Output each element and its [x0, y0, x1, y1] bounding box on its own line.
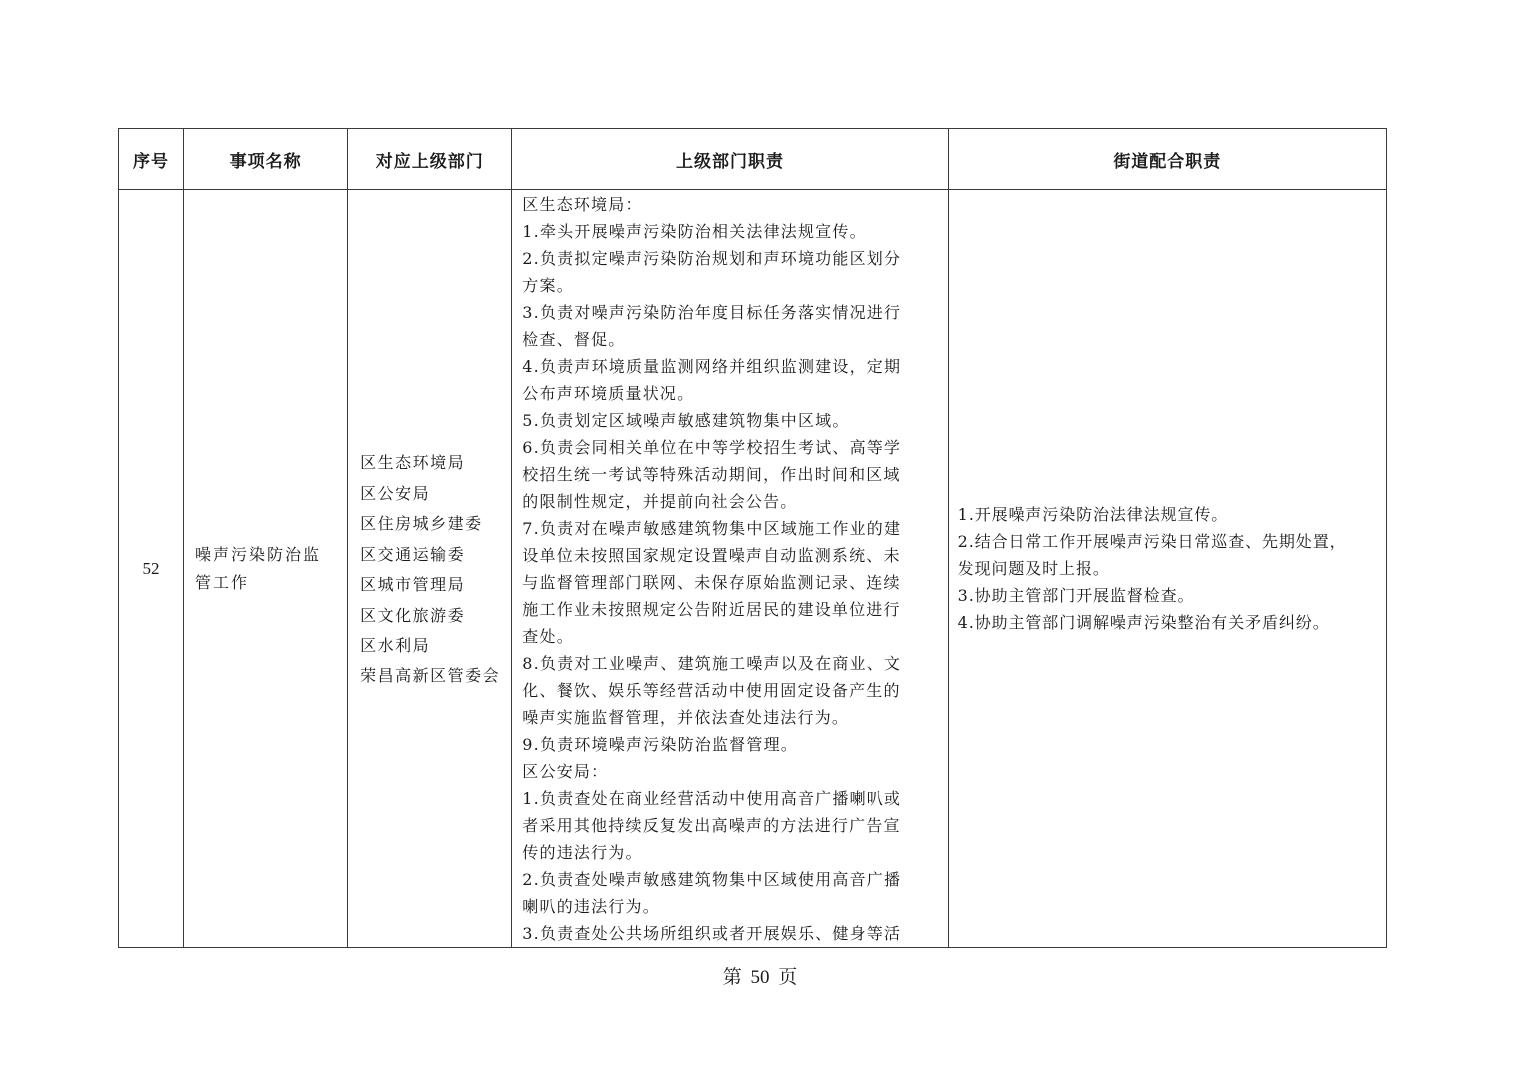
upper-duty-line: 6.负责会同相关单位在中等学校招生考试、高等学 — [522, 438, 902, 457]
upper-duty-line: 设单位未按照国家规定设置噪声自动监测系统、未 — [522, 546, 901, 565]
upper-duty-line: 7.负责对在噪声敏感建筑物集中区域施工作业的建 — [522, 519, 902, 538]
page-number: 第 50 页 — [722, 967, 798, 988]
upper-duty-line: 区生态环境局： — [522, 195, 643, 214]
upper-duty-line: 1.负责查处在商业经营活动中使用高音广播喇叭或 — [522, 789, 902, 808]
upper-duty-line: 1.牵头开展噪声污染防治相关法律法规宣传。 — [522, 222, 867, 241]
header-dept: 对应上级部门 — [348, 129, 512, 190]
upper-duty-line: 化、餐饮、娱乐等经营活动中使用固定设备产生的 — [522, 681, 901, 700]
dept-item: 区生态环境局 — [360, 453, 466, 473]
upper-duty-line: 噪声实施监督管理，并依法查处违法行为。 — [522, 708, 850, 727]
dept-item: 区住房城乡建委 — [360, 514, 483, 534]
street-duty-line: 2.结合日常工作开展噪声污染日常巡查、先期处置， — [957, 532, 1347, 551]
dept-item: 区水利局 — [360, 636, 431, 656]
upper-duty-line: 的限制性规定，并提前向社会公告。 — [522, 492, 798, 511]
upper-duty-line: 喇叭的违法行为。 — [522, 897, 660, 916]
table-row — [119, 190, 1387, 948]
upper-duty-line: 3.负责查处公共场所组织或者开展娱乐、健身等活 — [522, 924, 902, 943]
row-upper-duties — [512, 190, 948, 948]
upper-duty-line: 者采用其他持续反复发出高噪声的方法进行广告宣 — [522, 816, 901, 835]
header-seq: 序号 — [119, 129, 184, 190]
dept-item: 区公安局 — [360, 483, 431, 503]
row-departments — [348, 190, 512, 948]
upper-duty-line: 查处。 — [522, 627, 574, 646]
dept-item: 荣昌高新区管委会 — [360, 665, 501, 685]
street-duty-line: 1.开展噪声污染防治法律法规宣传。 — [957, 505, 1229, 524]
upper-duty-line: 2.负责拟定噪声污染防治规划和声环境功能区划分 — [522, 249, 902, 268]
row-item-name: 噪声污染防治监管工作 — [184, 190, 348, 948]
street-duty-line: 3.协助主管部门开展监督检查。 — [957, 586, 1195, 605]
upper-duty-line: 校招生统一考试等特殊活动期间，作出时间和区域 — [522, 465, 901, 484]
header-street-duties: 街道配合职责 — [948, 129, 1386, 190]
upper-duty-line: 传的违法行为。 — [522, 843, 643, 862]
dept-item: 区城市管理局 — [360, 575, 466, 595]
upper-duty-line: 2.负责查处噪声敏感建筑物集中区域使用高音广播 — [522, 870, 902, 889]
street-duty-line: 4.协助主管部门调解噪声污染整治有关矛盾纠纷。 — [957, 613, 1330, 632]
upper-duty-line: 与监督管理部门联网、未保存原始监测记录、连续 — [522, 573, 901, 592]
row-seq: 52 — [119, 190, 184, 948]
row-street-duties — [948, 190, 1386, 948]
upper-duty-line: 公布声环境质量状况。 — [522, 384, 695, 403]
street-duty-line: 发现问题及时上报。 — [957, 559, 1110, 578]
table-header-row — [119, 129, 1387, 190]
upper-duty-line: 8.负责对工业噪声、建筑施工噪声以及在商业、文 — [522, 654, 902, 673]
upper-duty-line: 5.负责划定区域噪声敏感建筑物集中区域。 — [522, 411, 850, 430]
dept-item: 区交通运输委 — [360, 544, 466, 564]
upper-duty-line: 4.负责声环境质量监测网络并组织监测建设，定期 — [522, 357, 902, 376]
upper-duty-line: 9.负责环境噪声污染防治监督管理。 — [522, 735, 798, 754]
upper-duty-line: 3.负责对噪声污染防治年度目标任务落实情况进行 — [522, 303, 902, 322]
header-upper-duties: 上级部门职责 — [512, 129, 948, 190]
upper-duty-line: 检查、督促。 — [522, 330, 626, 349]
upper-duty-line: 方案。 — [522, 276, 574, 295]
header-name: 事项名称 — [184, 129, 348, 190]
dept-item: 区文化旅游委 — [360, 605, 466, 625]
upper-duty-line: 施工作业未按照规定公告附近居民的建设单位进行 — [522, 600, 901, 619]
duty-table — [118, 128, 1387, 948]
upper-duty-line: 区公安局： — [522, 762, 609, 781]
